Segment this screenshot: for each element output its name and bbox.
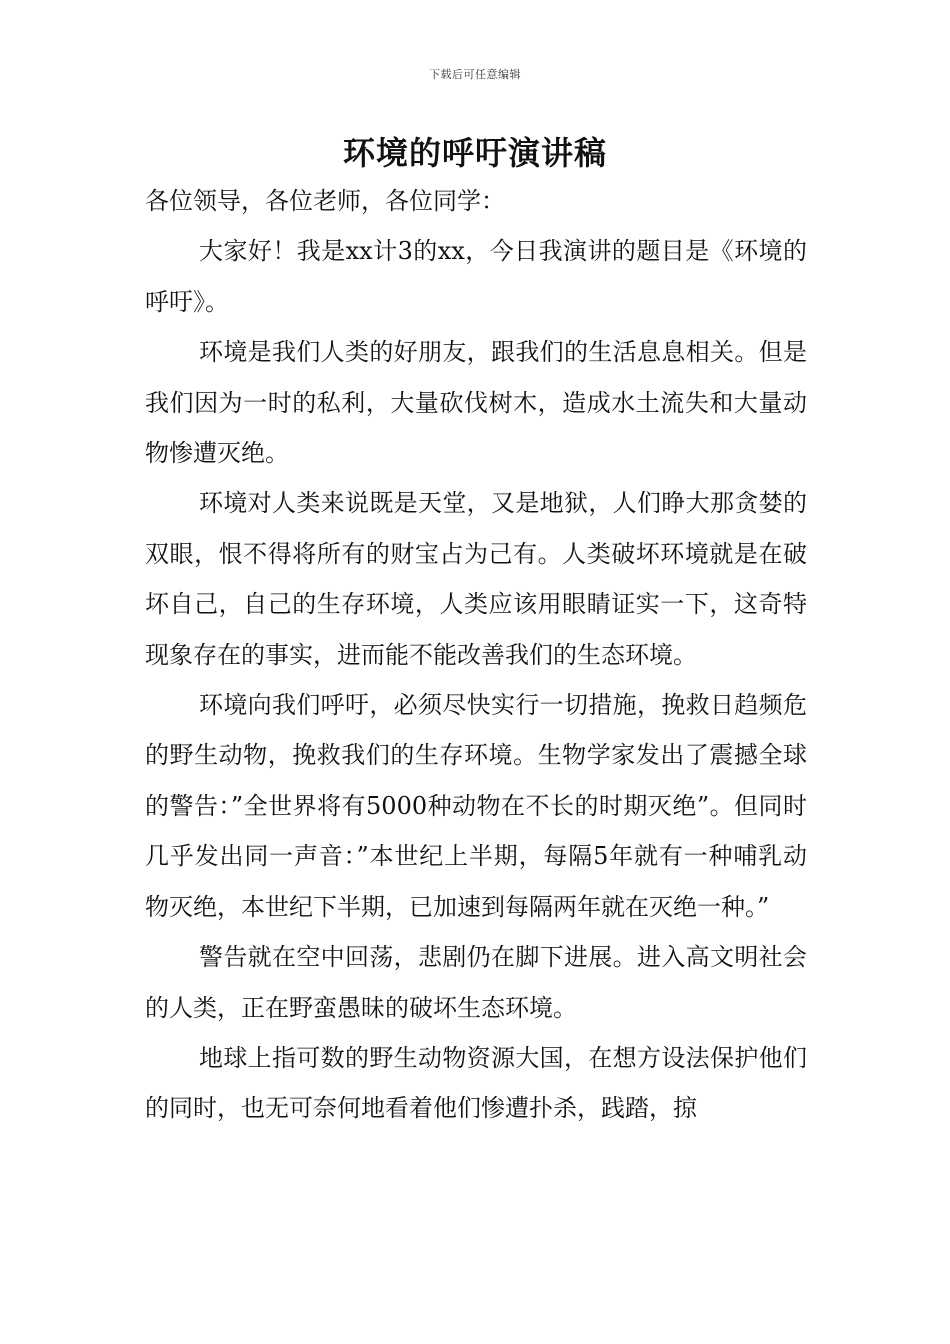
document-body	[145, 176, 807, 1134]
page-title: 环境的呼吁演讲稿	[342, 134, 607, 172]
header-note: 下载后可任意编辑	[429, 68, 521, 81]
paragraph: 环境向我们呼吁，必须尽快实行一切措施，挽救日趋频危的野生动物，挽救我们的生存环境。生物学家发出了震撼全球的警告：”全世界将有5000种动物在不长的时期灭绝”。但同时几乎发出同一声音：”本世纪上半期，每隔5年就有一种哺乳动物灭绝，本世纪下半期，已加速到每隔两年就在灭绝一种。”	[145, 691, 807, 921]
salutation: 各位领导，各位老师，各位同学：	[145, 187, 505, 215]
paragraph: 环境对人类来说既是天堂，又是地狱，人们睁大那贪婪的双眼，恨不得将所有的财宝占为己有。人类破坏环境就是在破坏自己，自己的生存环境，人类应该用眼睛证实一下，这奇特现象存在的事实，进而能不能改善我们的生态环境。	[145, 489, 807, 669]
paragraph: 警告就在空中回荡，悲剧仍在脚下进展。进入高文明社会的人类，正在野蛮愚昧的破坏生态环境。	[145, 943, 807, 1022]
paragraph: 大家好！我是xx计3的xx，今日我演讲的题目是《环境的呼吁》。	[145, 237, 807, 316]
paragraph: 环境是我们人类的好朋友，跟我们的生活息息相关。但是我们因为一时的私利，大量砍伐树木，造成水土流失和大量动物惨遭灭绝。	[145, 338, 807, 468]
paragraph: 地球上指可数的野生动物资源大国，在想方设法保护他们的同时，也无可奈何地看着他们惨遭扑杀，践踏，掠	[145, 1043, 807, 1123]
